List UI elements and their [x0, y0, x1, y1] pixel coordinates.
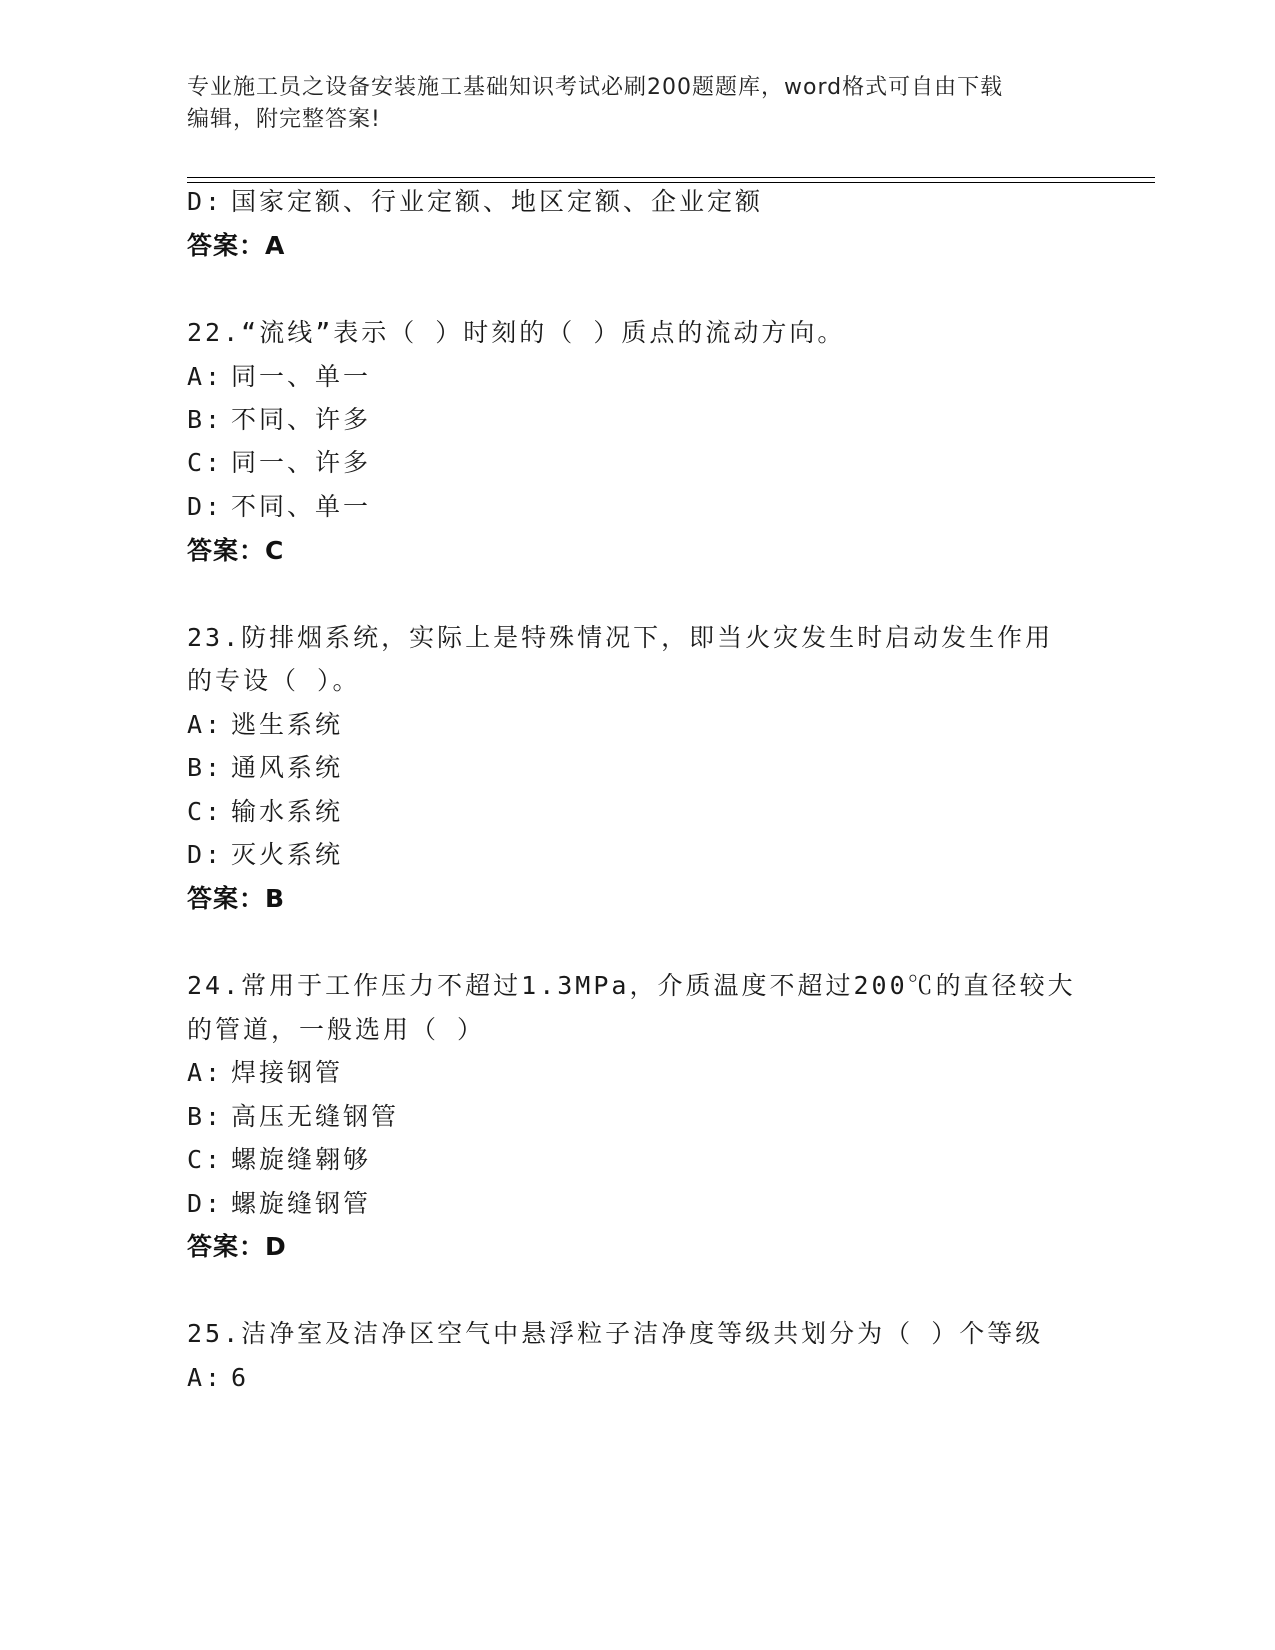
option-letter: A: [187, 1363, 224, 1392]
option-text: 输水系统 [231, 797, 344, 826]
option-text: 不同、许多 [231, 405, 372, 434]
option-text: 同一、单一 [231, 362, 372, 391]
question-24-answer: 答案：D [187, 1232, 287, 1261]
option-letter: C: [187, 448, 224, 477]
question-22-stem: 22.“流线”表示（ ）时刻的（ ）质点的流动方向。 [187, 318, 846, 347]
question-23-option-b [187, 748, 343, 788]
header-divider-top [187, 177, 1155, 178]
question-25-stem: 25.洁净室及洁净区空气中悬浮粒子洁净度等级共划分为（ ）个等级 [187, 1319, 1044, 1348]
option-text: 逃生系统 [231, 710, 344, 739]
option-d [187, 182, 763, 222]
question-22-option-a [187, 357, 371, 397]
option-text: 国家定额、行业定额、地区定额、企业定额 [231, 187, 764, 216]
answer-line: 答案：A [187, 231, 286, 260]
option-text: 灭火系统 [231, 840, 344, 869]
option-text: 通风系统 [231, 753, 344, 782]
question-23-answer: 答案：B [187, 884, 286, 913]
question-24-stem-line1: 24.常用于工作压力不超过1.3MPa，介质温度不超过200℃的直径较大 [187, 971, 1076, 1000]
question-22-option-b [187, 400, 371, 440]
question-22-option-d [187, 487, 371, 527]
option-letter: A: [187, 362, 224, 391]
question-24-option-c [187, 1140, 371, 1180]
question-24-option-d [187, 1184, 371, 1224]
question-23-stem-line1: 23.防排烟系统，实际上是特殊情况下，即当火灾发生时启动发生作用 [187, 623, 1054, 652]
header-title-line2: 编辑，附完整答案! [187, 107, 381, 132]
option-letter: D: [187, 840, 224, 869]
option-text: 不同、单一 [231, 492, 372, 521]
option-letter: A: [187, 1058, 224, 1087]
option-letter: B: [187, 405, 224, 434]
question-22-answer: 答案：C [187, 536, 285, 565]
option-text: 同一、许多 [231, 448, 372, 477]
question-24-option-a [187, 1053, 343, 1093]
question-23-stem-line2: 的专设（ ）。 [187, 666, 361, 695]
question-23-option-d [187, 835, 343, 875]
option-letter: D: [187, 187, 224, 216]
document-header [187, 72, 1087, 136]
question-25-option-a [187, 1358, 249, 1398]
option-text: 螺旋缝钢管 [231, 1189, 372, 1218]
option-text: 螺旋缝翱够 [231, 1145, 372, 1174]
option-letter: C: [187, 1145, 224, 1174]
question-23-option-c [187, 792, 343, 832]
option-letter: B: [187, 753, 224, 782]
header-title-line1: 专业施工员之设备安装施工基础知识考试必刷200题题库，word格式可自由下载 [187, 75, 1004, 100]
option-letter: D: [187, 492, 224, 521]
option-letter: C: [187, 797, 224, 826]
option-letter: B: [187, 1102, 224, 1131]
option-text: 高压无缝钢管 [231, 1102, 400, 1131]
option-letter: A: [187, 710, 224, 739]
question-24-stem-line2: 的管道，一般选用（ ） [187, 1015, 486, 1044]
option-text: 6 [231, 1363, 250, 1392]
question-24-option-b [187, 1097, 399, 1137]
option-text: 焊接钢管 [231, 1058, 344, 1087]
question-23-option-a [187, 705, 343, 745]
option-letter: D: [187, 1189, 224, 1218]
question-22-option-c [187, 443, 371, 483]
